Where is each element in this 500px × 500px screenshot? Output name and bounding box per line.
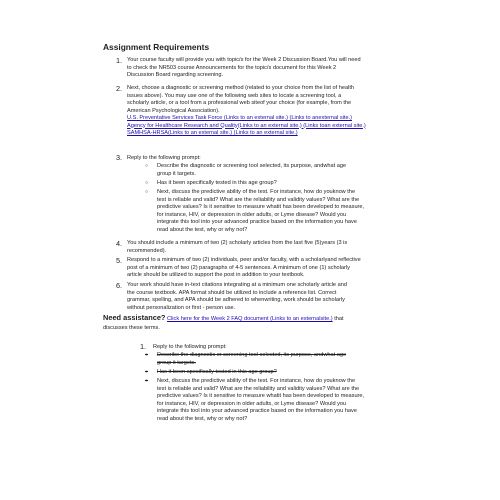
bullet-line: Next, discuss the predictive ability of the test. For instance, how do youknow the (157, 378, 356, 384)
item-1-number: 1. (116, 56, 123, 65)
bullet-line: integrate this tool into your advanced practice based on the information you have (157, 219, 357, 225)
circle-bullet-icon: ○ (145, 378, 149, 384)
item-4-line: You should include a minimum of two (2) scholarly articles from the last five (5)years (3 is (127, 240, 348, 246)
bullet-line: test is reliable and valid? What are the reliability and validity values? What are the (157, 196, 360, 203)
bullet-line: for instance, HIV, or depression in older adults, or Lyme disease? Would you (157, 211, 347, 218)
uspstf-link[interactable]: U.S. Preventative Services Task Force (Links to an external site.) (Links to anexternal site.) (127, 115, 352, 121)
bullet-line: for instance, HIV, or depression in older adults, or Lyme disease? Would you (157, 400, 347, 407)
item-2-line: Next, choose a diagnostic or screening method (related to your choice from the list of health (127, 85, 354, 91)
list2-item-1-number: 1. (140, 342, 147, 351)
bullet-line: predictive values? Is it sensitive to measure whatit has been developed to measure, (157, 204, 365, 210)
item-6-line: Your work should have in-text citations integrating at a minimum one scholarly article and (127, 282, 347, 288)
item-1-line: to check the NR503 course Announcements for the topic/s document for this Week 2 (127, 64, 337, 71)
item-3-number: 3. (116, 153, 123, 162)
item-1-text (127, 57, 487, 80)
need-assistance-line (103, 314, 493, 324)
item-6-line: without personalization or first - person use. (127, 304, 236, 311)
item-3-text: Reply to the following prompt: (127, 155, 201, 161)
item-2-text (127, 85, 487, 138)
item-3-bullet-3 (145, 189, 487, 234)
circle-bullet-icon: ○ (145, 189, 149, 195)
item-5-number: 5. (116, 256, 123, 265)
list2-bullet-2 (145, 369, 487, 377)
assignment-requirements-heading: Assignment Requirements (103, 42, 210, 52)
item-5-line: Respond to a minimum of two (2) individuals, peer and/or faculty, with a scholarlyand reflective (127, 257, 361, 263)
item-6-line: grammar, spelling, and APA should be adhered to whenwriting, work should be scholarly (127, 297, 345, 303)
circle-bullet-icon: ○ (145, 180, 149, 186)
item-4-text (127, 240, 487, 255)
need-assistance-paragraph (103, 314, 493, 332)
need-assistance-after: that (334, 316, 344, 322)
list2-bullet-3 (145, 378, 487, 423)
item-3-bullet-1 (145, 163, 487, 178)
bullet-line: group it targets. (157, 170, 196, 177)
ahrq-link[interactable]: Agency for Healthcare Research and Quality(Links to an external site.) (Links toan external site.) (127, 122, 366, 129)
need-assistance-line2: discusses these terms. (103, 324, 160, 331)
item-5-line: article should be utilized to support the post in addition to your textbook. (127, 272, 305, 278)
need-assistance-label: Need assistance? (103, 313, 166, 322)
bullet-line: Next, discuss the predictive ability of the test. For instance, how do youknow the (157, 189, 356, 195)
item-5-text (127, 257, 487, 280)
bullet-line: predictive values? Is it sensitive to measure whatit has been developed to measure, (157, 393, 365, 399)
bullet-line: Has it been specifically tested in this age group? (157, 180, 277, 186)
bullet-line: group it targets. (157, 359, 196, 366)
circle-bullet-icon: ○ (145, 352, 149, 358)
bullet-line: test is reliable and valid? What are the reliability and validity values? What are the (157, 385, 360, 392)
bullet-line: Describe the diagnostic or screening tool selected, its purpose, andwhat age (157, 352, 347, 358)
samhsa-link[interactable]: SAMHSA-HRSA(Links to an external site.) (Links to an external site.) (127, 130, 298, 136)
item-6-number: 6. (116, 281, 123, 290)
item-1-line: Your course faculty will provide you with topic/s for the Week 2 Discussion Board.You will need (127, 57, 361, 63)
item-6-text (127, 282, 487, 312)
item-6-line: the course textbook. APA format should be utilized to include a reference list. Correct (127, 289, 337, 296)
item-1-line: Discussion Board regarding screening. (127, 72, 224, 78)
circle-bullet-icon: ○ (145, 163, 149, 169)
bullet-line: Has it been specifically tested in this age group? (157, 369, 277, 375)
item-5-line: post of a minimum of two (2) paragraphs of 4-5 sentences. A minimum of one (1) scholarly (127, 264, 350, 271)
item-4-number: 4. (116, 239, 123, 248)
week2-faq-link[interactable]: Click here for the Week 2 FAQ document (Links to an externalsite.) (167, 316, 333, 322)
item-2-line: scholarly article, or a tool from a professional web siteof your choice (for example, from the (127, 100, 352, 106)
bullet-line: Describe the diagnostic or screening tool selected, its purpose, andwhat age (157, 163, 347, 169)
bullet-line: integrate this tool into your advanced practice based on the information you have (157, 408, 357, 414)
bullet-line: read about the test, why or why not? (157, 415, 248, 422)
item-2-number: 2. (116, 84, 123, 93)
item-4-line: recommended). (127, 247, 167, 254)
item-2-line: issues above). You may use one of the following web sites to locate a screening tool, a (127, 92, 342, 99)
item-2-line: American Psychological Association). (127, 107, 220, 114)
circle-bullet-icon: ○ (145, 369, 149, 375)
item-3-bullet-2 (145, 180, 487, 188)
bullet-line: read about the test, why or why not? (157, 226, 248, 233)
list2-bullet-1 (145, 352, 487, 367)
list2-item-1-text: Reply to the following prompt: (153, 344, 227, 350)
